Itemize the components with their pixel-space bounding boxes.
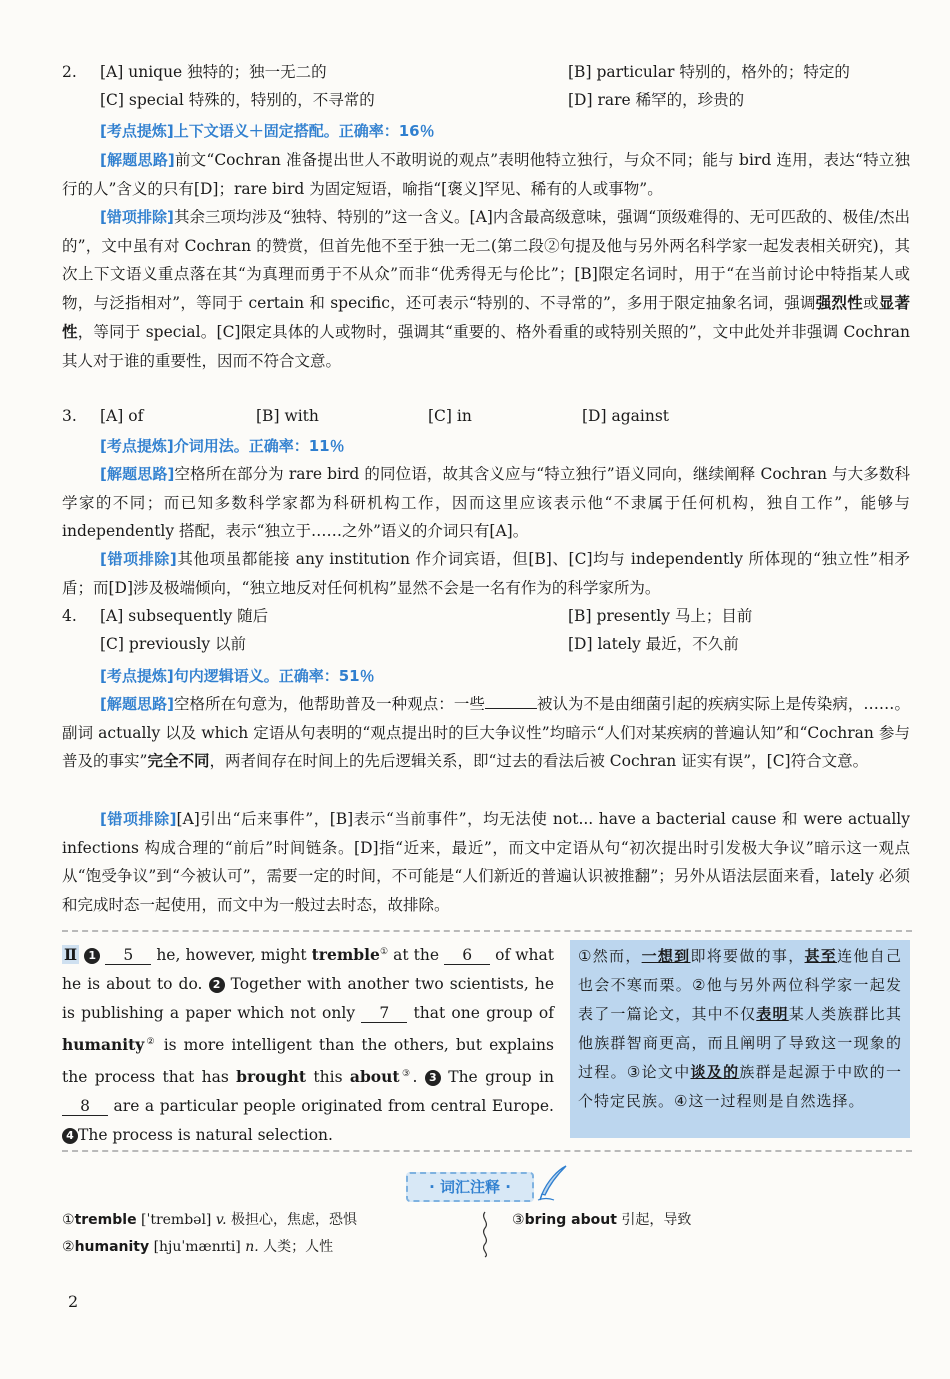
passage-text: are a particular people originated from central Europe. (113, 1097, 554, 1116)
solution-text: 空格所在句意为，他帮助普及一种观点：一些 (173, 695, 485, 713)
passage-text: . (412, 1068, 418, 1087)
vocab-word: bring about (524, 1212, 617, 1228)
vocab-meaning: 引起，导致 (621, 1212, 692, 1228)
solution-text: ，两者间存在时间上的先后逻辑关系，即“过去的看法后被 Cochran 证实有误”，[C]符合文意。 (209, 752, 869, 771)
vocab-number: ① (62, 1212, 75, 1228)
q3-option-b (256, 402, 319, 430)
option-letter: [A] (100, 607, 124, 625)
q4-option-a (100, 602, 268, 630)
keyword-tremble: tremble (311, 945, 380, 965)
footnote-marker: ③ (399, 1069, 413, 1080)
vocab-pos: v. (215, 1212, 227, 1228)
vocab-phonetic: [hjuˈmænɪti] (153, 1239, 241, 1255)
keyword-humanity: humanity (62, 1035, 145, 1055)
emphasis-text: 完全不同 (147, 751, 210, 771)
section-label: Ⅱ (64, 945, 78, 965)
wavy-divider-icon (478, 1210, 492, 1258)
q4-solution (62, 690, 910, 776)
vocab-banner: · 词汇注释 · (406, 1172, 534, 1202)
option-text: subsequently 随后 (128, 607, 269, 625)
passage-text: Together with another two scientists, he is publishing a paper which not only (62, 975, 554, 1023)
translation-emphasis: 表明 (756, 1005, 789, 1023)
key-point-tag: [考点提炼] (100, 437, 174, 455)
option-text: of (128, 407, 144, 425)
translation-text: 连他自己也会不寒而栗。②他与另外两位科学家一起发表了一篇论文，其中不仅 (578, 947, 902, 1023)
vocab-word: humanity (74, 1239, 150, 1255)
q2-solution (62, 146, 910, 203)
translation-text: ①然而， (578, 947, 642, 965)
emphasis-text: 显著性 (62, 293, 910, 341)
key-point-tag: [考点提炼] (100, 667, 174, 685)
option-text: presently 马上；目前 (596, 607, 753, 625)
option-letter: [B] (568, 63, 592, 81)
footnote-marker: ② (144, 1037, 157, 1048)
blank-7: 7 (361, 1004, 407, 1023)
option-letter: [B] (256, 407, 280, 425)
answer-blank (485, 708, 537, 709)
solution-tag: [解题思路] (100, 151, 175, 169)
blank-8: 8 (62, 1097, 108, 1116)
q2-option-b (568, 58, 850, 86)
q3-option-c (428, 402, 472, 430)
q2-number: 2. (62, 63, 77, 81)
vocab-meaning: 人类；人性 (263, 1239, 334, 1255)
q3-number: 3. (62, 407, 77, 425)
section-divider-bottom (62, 1150, 912, 1152)
q3-solution (62, 460, 910, 546)
passage-text: of what he is about to do. (62, 946, 554, 994)
elimination-text: 其余三项均涉及“独特、特别的”这一含义。[A]内含最高级意味，强调“顶级难得的、无可匹敌的、极佳/杰出的”，文中虽有对 Cochran 的赞赏，但首先他不至于独一无二(第二段②句提及他与另外两名科学家一起发表相关研究)，其次上下文语义重点落在其“为真理而勇于不从众”而非“优秀得无与伦比”；[B]限定名词时，用于“在当前讨论中特指某人或物，与泛指相对”，等同于 certain 和 specific，还可表示“特别的、不寻常的”，多用于限定抽象名词，强调 (62, 208, 910, 313)
vocab-number: ③ (512, 1212, 525, 1228)
q2-option-d (568, 86, 744, 114)
translation-box (570, 940, 910, 1138)
q4-option-c (100, 630, 246, 658)
q4-elimination (62, 805, 910, 920)
solution-text: 前文“Cochran 准备提出世人不敢明说的观点”表明他特立独行，与众不同；能与 bird 连用，表达“特立独行的人”含义的只有[D]；rare bird 为固定短语，喻指“[褒义]罕见、稀有的人或事物”。 (62, 151, 910, 198)
vocab-pos: n. (245, 1239, 259, 1255)
vocab-number: ② (62, 1239, 75, 1255)
translation-text: 即将要做的事， (690, 947, 805, 965)
q2-elimination (62, 203, 910, 375)
elimination-text: 或 (862, 294, 879, 313)
q2-option-c (100, 86, 375, 114)
page-number: 2 (68, 1292, 79, 1311)
q4-option-d (568, 630, 739, 658)
q3-key-point (100, 432, 345, 460)
passage-text: The process is natural selection. (78, 1126, 333, 1145)
option-text: lately 最近，不久前 (597, 635, 739, 653)
elimination-text: ，等同于 special。[C]限定具体的人或物时，强调其“重要的、格外看重的或特别关照的”，文中此处并非强调 Cochran 其人对于谁的重要性，因而不符合文意。 (62, 322, 910, 370)
option-letter: [C] (428, 407, 452, 425)
key-point-text: 介词用法。正确率：11％ (173, 437, 345, 455)
section-divider-top (62, 930, 912, 932)
footnote-marker: ① (379, 947, 389, 957)
option-text: with (284, 407, 319, 425)
option-letter: [A] (100, 407, 124, 425)
option-text: special 特殊的，特别的，不寻常的 (128, 91, 375, 109)
translation-text: 族群是起源于中欧的一个特定民族。④这一过程则是自然选择。 (578, 1063, 902, 1110)
q2-option-a (100, 58, 327, 86)
elimination-tag: [错项排除] (100, 208, 174, 226)
option-text: particular 特别的，格外的；特定的 (596, 63, 850, 81)
q2-key-point (100, 117, 435, 145)
elimination-tag: [错项排除] (100, 550, 177, 568)
blank-5: 5 (105, 946, 151, 965)
vocab-phonetic: [ˈtrembəl] (141, 1212, 212, 1228)
option-letter: [C] (100, 91, 124, 109)
passage-text: at the (393, 946, 440, 965)
q3-option-d (582, 402, 669, 430)
quill-pen-icon (536, 1164, 570, 1202)
vocab-item-3 (512, 1208, 691, 1232)
solution-tag: [解题思路] (100, 695, 174, 713)
option-letter: [D] (582, 407, 607, 425)
sentence-number-icon: 3 (425, 1070, 441, 1086)
vocab-item-1 (62, 1208, 357, 1232)
option-text: against (611, 407, 669, 425)
keyword-about: about (349, 1067, 400, 1087)
passage-text: The group in (448, 1068, 554, 1087)
elimination-tag: [错项排除] (100, 810, 177, 828)
keyword-brought: brought (236, 1067, 307, 1087)
sentence-number-icon: 2 (209, 977, 225, 993)
option-text: previously 以前 (128, 635, 247, 653)
passage-text: this (313, 1068, 343, 1087)
blank-6: 6 (444, 946, 490, 965)
section-2-passage (62, 938, 554, 1150)
vocab-meaning: 极担心，焦虑，恐惧 (231, 1212, 358, 1228)
q4-key-point (100, 662, 375, 690)
option-text: rare 稀罕的，珍贵的 (597, 91, 745, 109)
sentence-number-icon: 4 (62, 1128, 78, 1144)
vocab-item-2 (62, 1235, 333, 1259)
q3-option-a (100, 402, 143, 430)
option-letter: [B] (568, 607, 592, 625)
translation-emphasis: 谈及的 (690, 1063, 740, 1081)
option-text: in (456, 407, 472, 425)
emphasis-text: 强烈性 (815, 293, 863, 313)
vocab-word: tremble (74, 1212, 137, 1228)
option-letter: [D] (568, 91, 593, 109)
key-point-tag: [考点提炼] (100, 122, 174, 140)
option-text: unique 独特的；独一无二的 (128, 63, 327, 81)
q4-option-b (568, 602, 752, 630)
elimination-text: [A]引出“后来事件”，[B]表示“当前事件”，均无法使 not... have a bacterial cause 和 were actually infections 构成合理的“前后”时间链条。[D]指“近来，最近”，而文中定语从句“初次提出时引发极大争议”暗示这一观点从“饱受争议”到“今被认可”，需要一定的时间，不可能是“人们新近的普遍认识被推翻”；另外从语法层面来看，lately 必须和完成时态一起使用，而文中为一般过去时态，故排除。 (62, 810, 910, 915)
passage-text: that one group of (413, 1004, 554, 1023)
option-letter: [D] (568, 635, 593, 653)
passage-text: he, however, might (156, 946, 307, 965)
sentence-number-icon: 1 (84, 948, 100, 964)
option-letter: [A] (100, 63, 124, 81)
solution-text: 被认为不是由细菌引起的疾病实际上是传染病，……。副词 actually 以及 which 定语从句表明的“观点提出时的巨大争议性”均暗示“人们对某疾病的普遍认知”和“Cochran 参与普及的事实” (62, 695, 910, 771)
key-point-text: 句内逻辑语义。正确率：51％ (173, 667, 375, 685)
translation-emphasis: 一想到 (641, 947, 691, 965)
key-point-text: 上下文语义＋固定搭配。正确率：16％ (173, 122, 435, 140)
solution-tag: [解题思路] (100, 465, 175, 483)
translation-emphasis: 甚至 (804, 947, 838, 965)
q4-number: 4. (62, 607, 77, 625)
passage-text: is more intelligent than the others, but explains the process that has (62, 1036, 554, 1087)
translation-text: 某人类族群比其他族群智商更高，而且阐明了导致这一现象的过程。③论文中 (578, 1005, 902, 1081)
q3-elimination (62, 545, 910, 602)
solution-text: 空格所在部分为 rare bird 的同位语，故其含义应与“特立独行”语义同向，继续阐释 Cochran 与大多数科学家的不同；而已知多数科学家都为科研机构工作，因而这里应该表示他“不隶属于任何机构，独自工作”，能够与 independently 搭配，表示“独立于……之外”语义的介词只有[A]。 (62, 465, 910, 541)
option-letter: [C] (100, 635, 124, 653)
elimination-text: 其他项虽都能接 any institution 作介词宾语，但[B]、[C]均与 independently 所体现的“独立性”相矛盾；而[D]涉及极端倾向，“独立地反对任何机构”显然不会是一名有作为的科学家所为。 (62, 550, 910, 597)
